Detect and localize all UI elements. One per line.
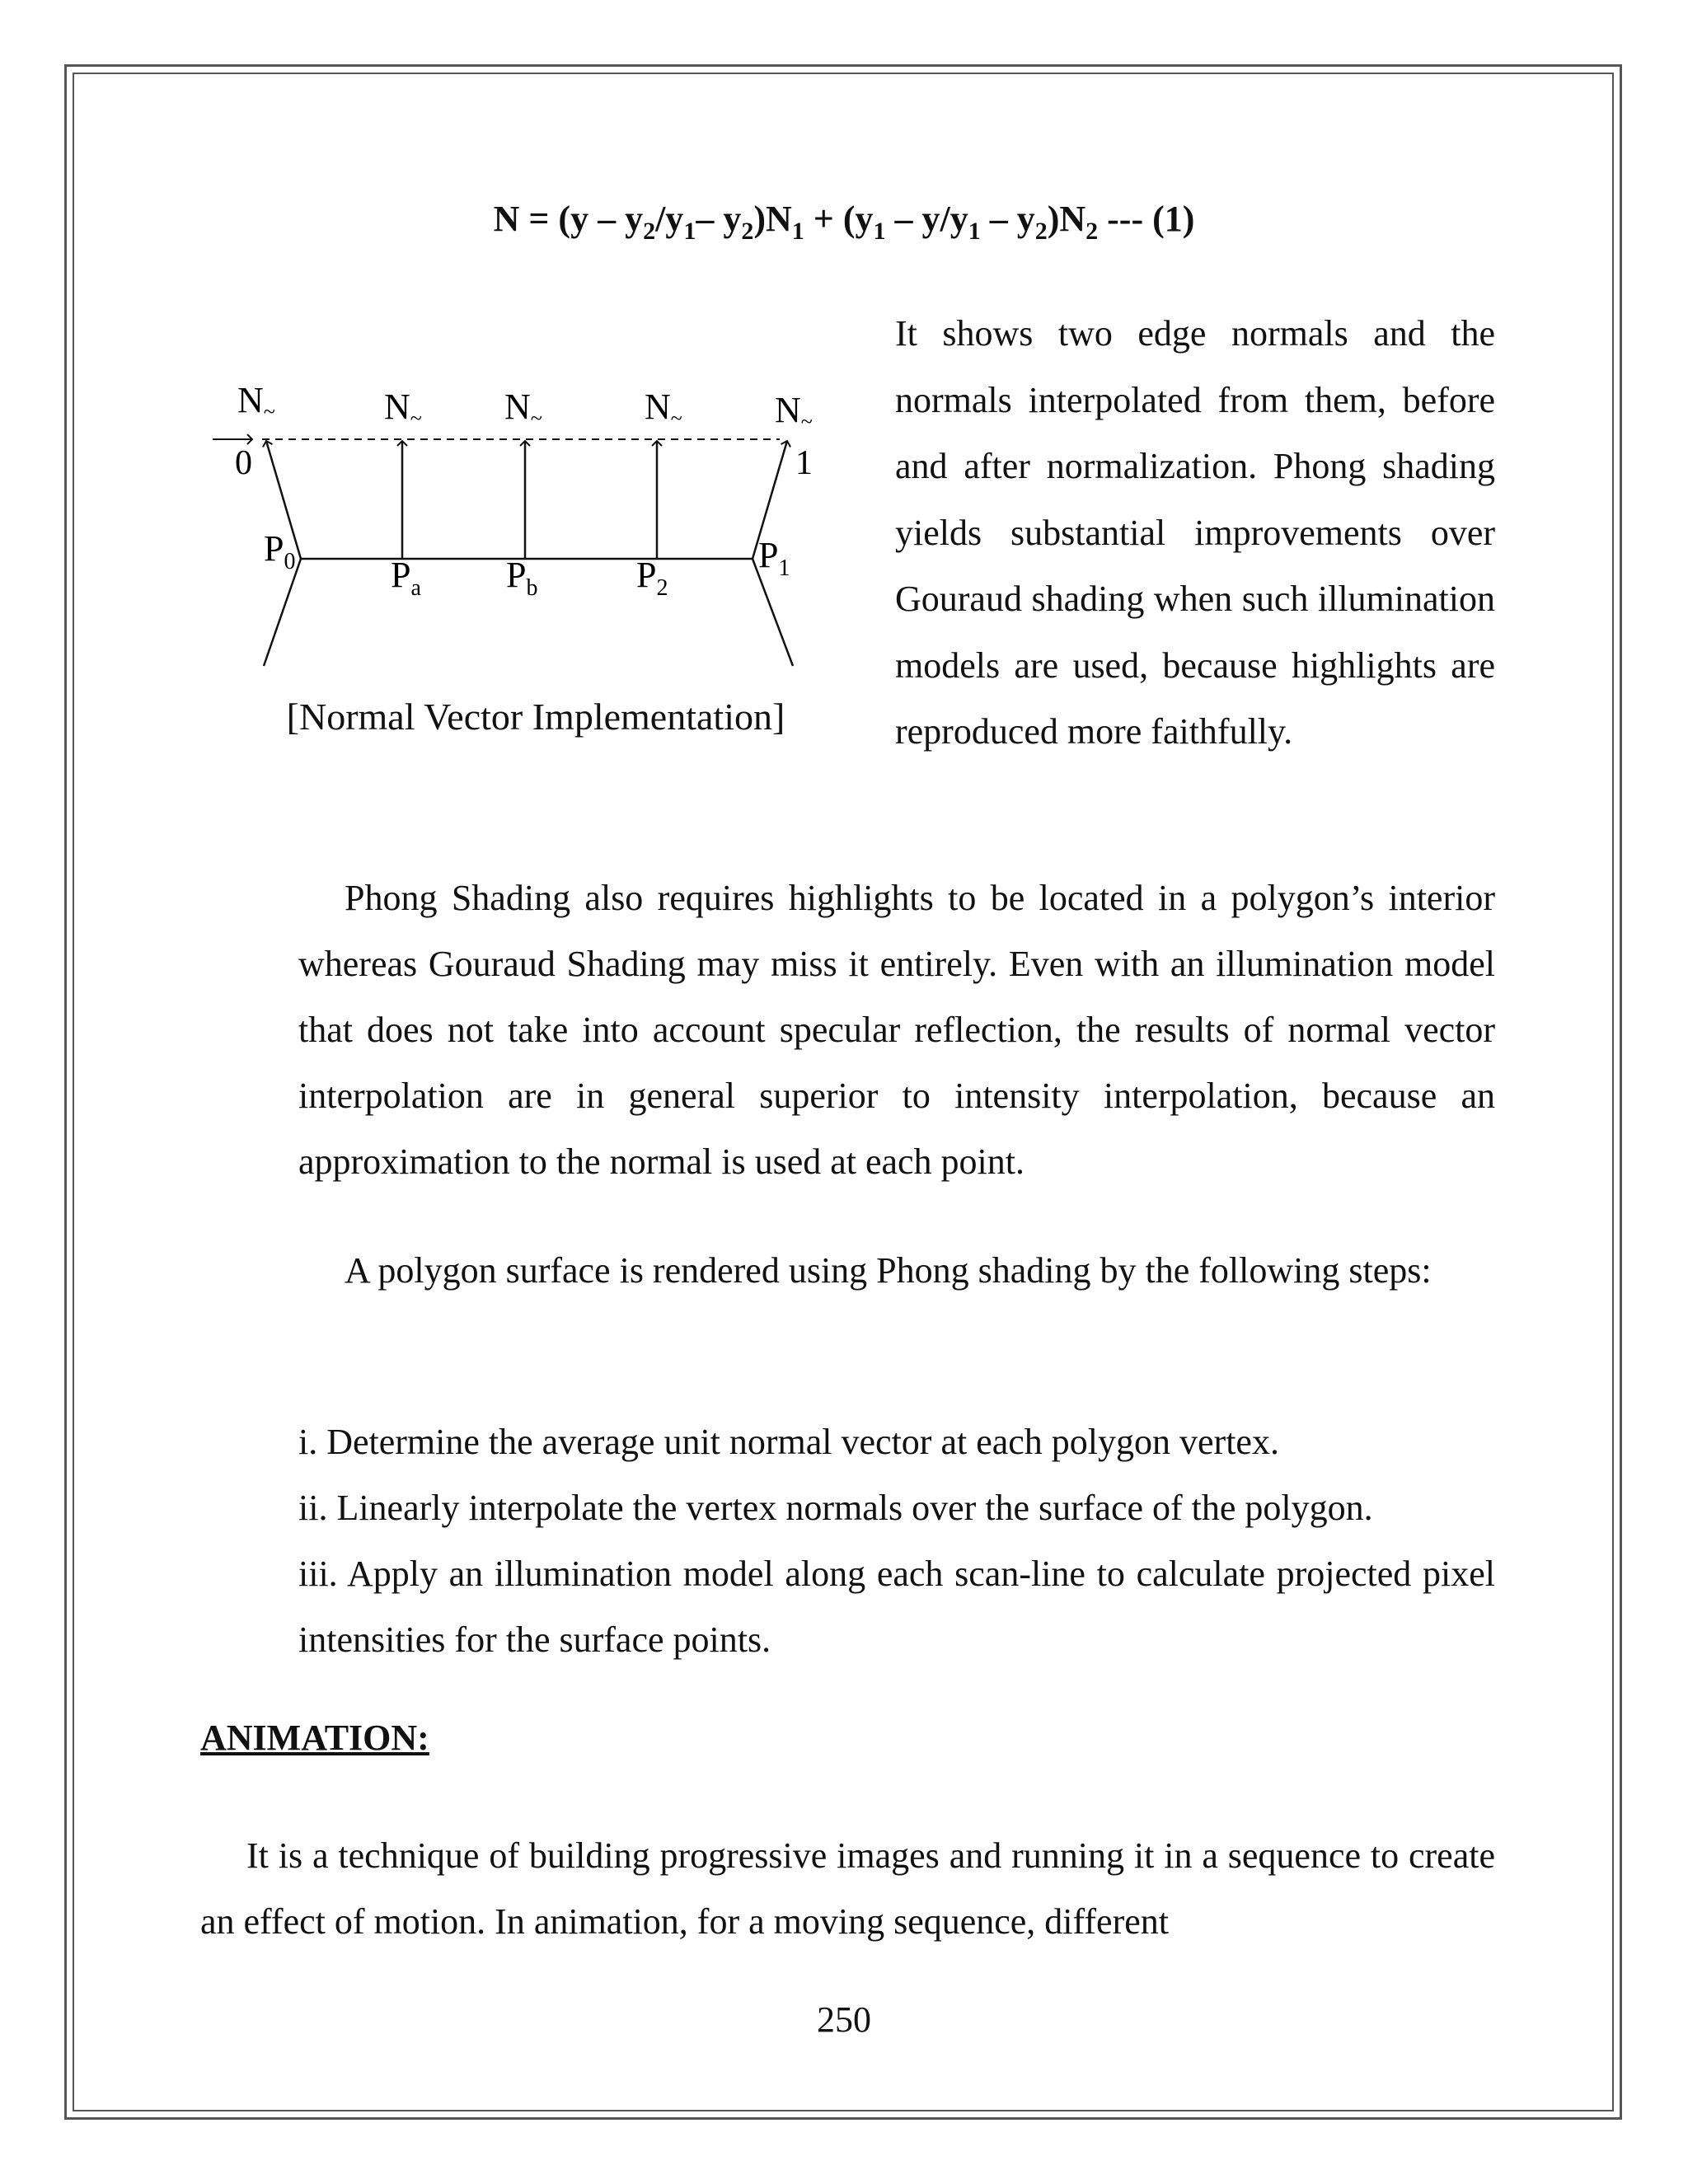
figure-caption: [Normal Vector Implementation] xyxy=(286,696,785,738)
label-n0-sub: 0 xyxy=(235,444,252,482)
label-pa: $P_a$ xyxy=(391,555,421,601)
normal-vector-diagram xyxy=(198,363,841,701)
label-n2-normal: N~ xyxy=(645,387,682,430)
label-n1-sub: 1 xyxy=(795,444,813,482)
edge-left-lower xyxy=(264,559,301,666)
paragraph-highlights: Phong Shading also requires highlights to be located in a polygon’s interior whereas Gouraud Shading may miss it entirely. Even with an illumination model that does not take into account specular reflection, the results of normal vector interpolation are in general superior to intensity interpolation, because an approximation to the normal is used at each point. xyxy=(298,878,1495,1182)
label-p2: $P_2$ xyxy=(636,555,668,601)
label-na-normal: N~ xyxy=(384,387,422,430)
label-n0: N~ xyxy=(237,380,275,424)
steps-list xyxy=(298,1409,1495,1673)
side-paragraph: It shows two edge normals and the normals interpolated from them, before and after normalization. Phong shading yields substantial improvements over Gouraud shading when such illumination models are used, because highlights are reproduced more faithfully. xyxy=(895,313,1495,752)
interpolation-formula: $N = (y - y_2/y_1-$ $y_2)N_1 + (y_1 - y/y_1 - y_2)N_2$ --- (1) xyxy=(493,199,1195,245)
label-pb: $P_b$ xyxy=(506,555,538,601)
page-number: 250 xyxy=(817,1999,871,2040)
animation-paragraph: It is a technique of building progressive images and running it in a sequence to create an effect of motion. In animation, for a moving sequence, different xyxy=(200,1835,1495,1942)
label-n1: N~ xyxy=(775,390,813,434)
label-nb-normal: N~ xyxy=(504,387,542,430)
label-p1: $P_1$ xyxy=(758,535,790,581)
list-item: i. Determine the average unit normal vector at each polygon vertex. xyxy=(298,1422,1279,1462)
list-item: ii. Linearly interpolate the vertex normals over the surface of the polygon. xyxy=(298,1488,1373,1528)
list-item: iii. Apply an illumination model along each scan-line to calculate projected pixel intensities for the surface points. xyxy=(298,1554,1495,1660)
section-heading: ANIMATION: xyxy=(200,1718,429,1758)
paragraph-steps-intro: A polygon surface is rendered using Phong shading by the following steps: xyxy=(345,1250,1432,1291)
label-p0: $P_0$ xyxy=(264,528,296,574)
